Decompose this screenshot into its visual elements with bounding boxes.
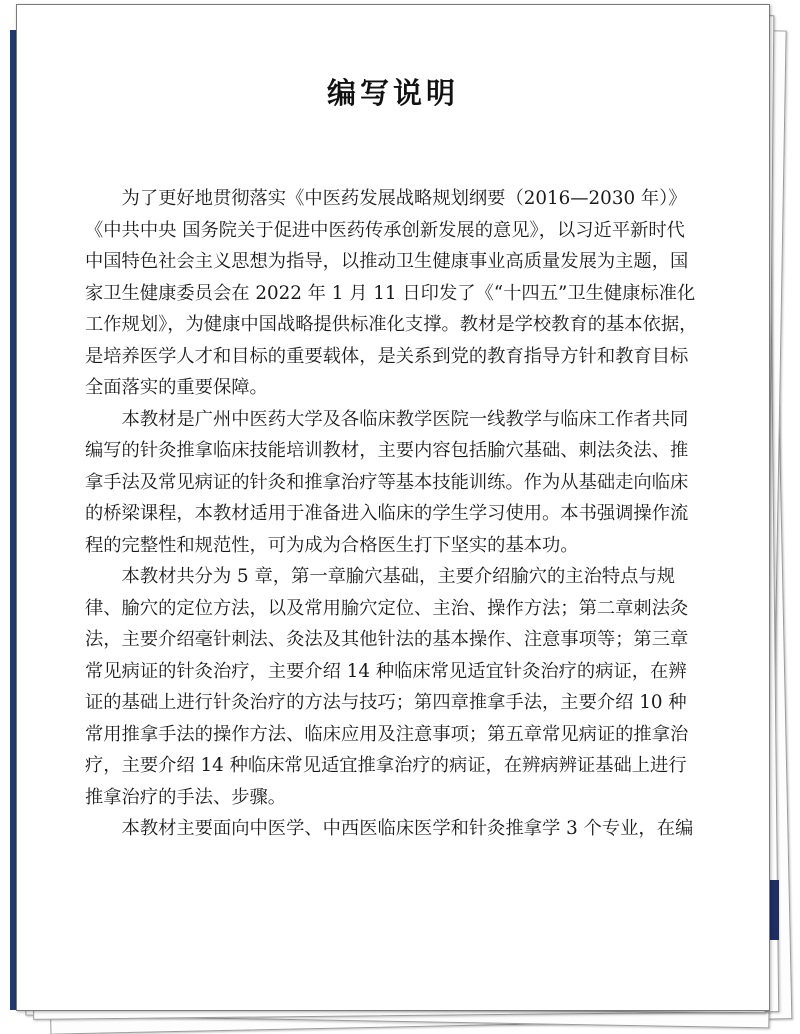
text-line: 推拿治疗的手法、步骤。 — [85, 786, 287, 808]
text-line: 的桥梁课程，本教材适用于准备进入临床的学生学习使用。本书强调操作流 — [85, 503, 689, 524]
text-line: 常用推拿手法的操作方法、临床应用及注意事项；第五章常见病证的推拿治 — [85, 723, 689, 745]
text-line: 法，主要介绍毫针刺法、灸法及其他针法的基本操作、注意事项等；第三章 — [85, 629, 689, 650]
text-line: 本教材是广州中医药大学及各临床教学医院一线教学与临床工作者共同 — [85, 408, 689, 430]
text-line: 程的完整性和规范性，可为成为合格医生打下坚实的基本功。 — [85, 534, 579, 556]
text-line: 为了更好地贯彻落实《中医药发展战略规划纲要（2016—2030 年）》 — [85, 188, 687, 209]
text-line: 本教材主要面向中医学、中西医临床医学和针灸推拿学 3 个专业，在编 — [85, 818, 694, 839]
text-line: 《中共中央 国务院关于促进中医药传承创新发展的意见》，以习近平新时代 — [85, 219, 685, 241]
paragraph — [85, 561, 725, 813]
paragraph — [85, 813, 725, 845]
text-line: 全面落实的重要保障。 — [85, 377, 268, 398]
text-line: 工作规划》，为健康中国战略提供标准化支撑。教材是学校教育的基本依据， — [85, 314, 698, 335]
paragraph — [85, 404, 725, 562]
text-line: 家卫生健康委员会在 2022 年 1 月 11 日印发了《“十四五”卫生健康标准化 — [85, 282, 696, 304]
text-line: 律、腧穴的定位方法，以及常用腧穴定位、主治、操作方法；第二章刺法灸 — [85, 597, 689, 619]
text-line: 常见病证的针灸治疗，主要介绍 14 种临床常见适宜针灸治疗的病证，在辨 — [85, 660, 687, 682]
body-text — [85, 183, 725, 845]
text-line: 本教材共分为 5 章，第一章腧穴基础，主要介绍腧穴的主治特点与规 — [85, 566, 675, 587]
text-line: 证的基础上进行针灸治疗的方法与技巧；第四章推拿手法，主要介绍 10 种 — [85, 692, 687, 713]
document-page — [16, 4, 770, 1011]
text-line: 编写的针灸推拿临床技能培训教材，主要内容包括腧穴基础、刺法灸法、推 — [85, 440, 689, 461]
text-line: 是培养医学人才和目标的重要载体，是关系到党的教育指导方针和教育目标 — [85, 345, 689, 367]
text-line: 疗，主要介绍 14 种临床常见适宜推拿治疗的病证，在辨病辨证基础上进行 — [85, 755, 687, 776]
paragraph — [85, 183, 725, 404]
text-line: 中国特色社会主义思想为指导，以推动卫生健康事业高质量发展为主题，国 — [85, 251, 689, 272]
text-line: 拿手法及常见病证的针灸和推拿治疗等基本技能训练。作为从基础走向临床 — [85, 471, 689, 493]
page-title: 编写说明 — [326, 76, 459, 110]
